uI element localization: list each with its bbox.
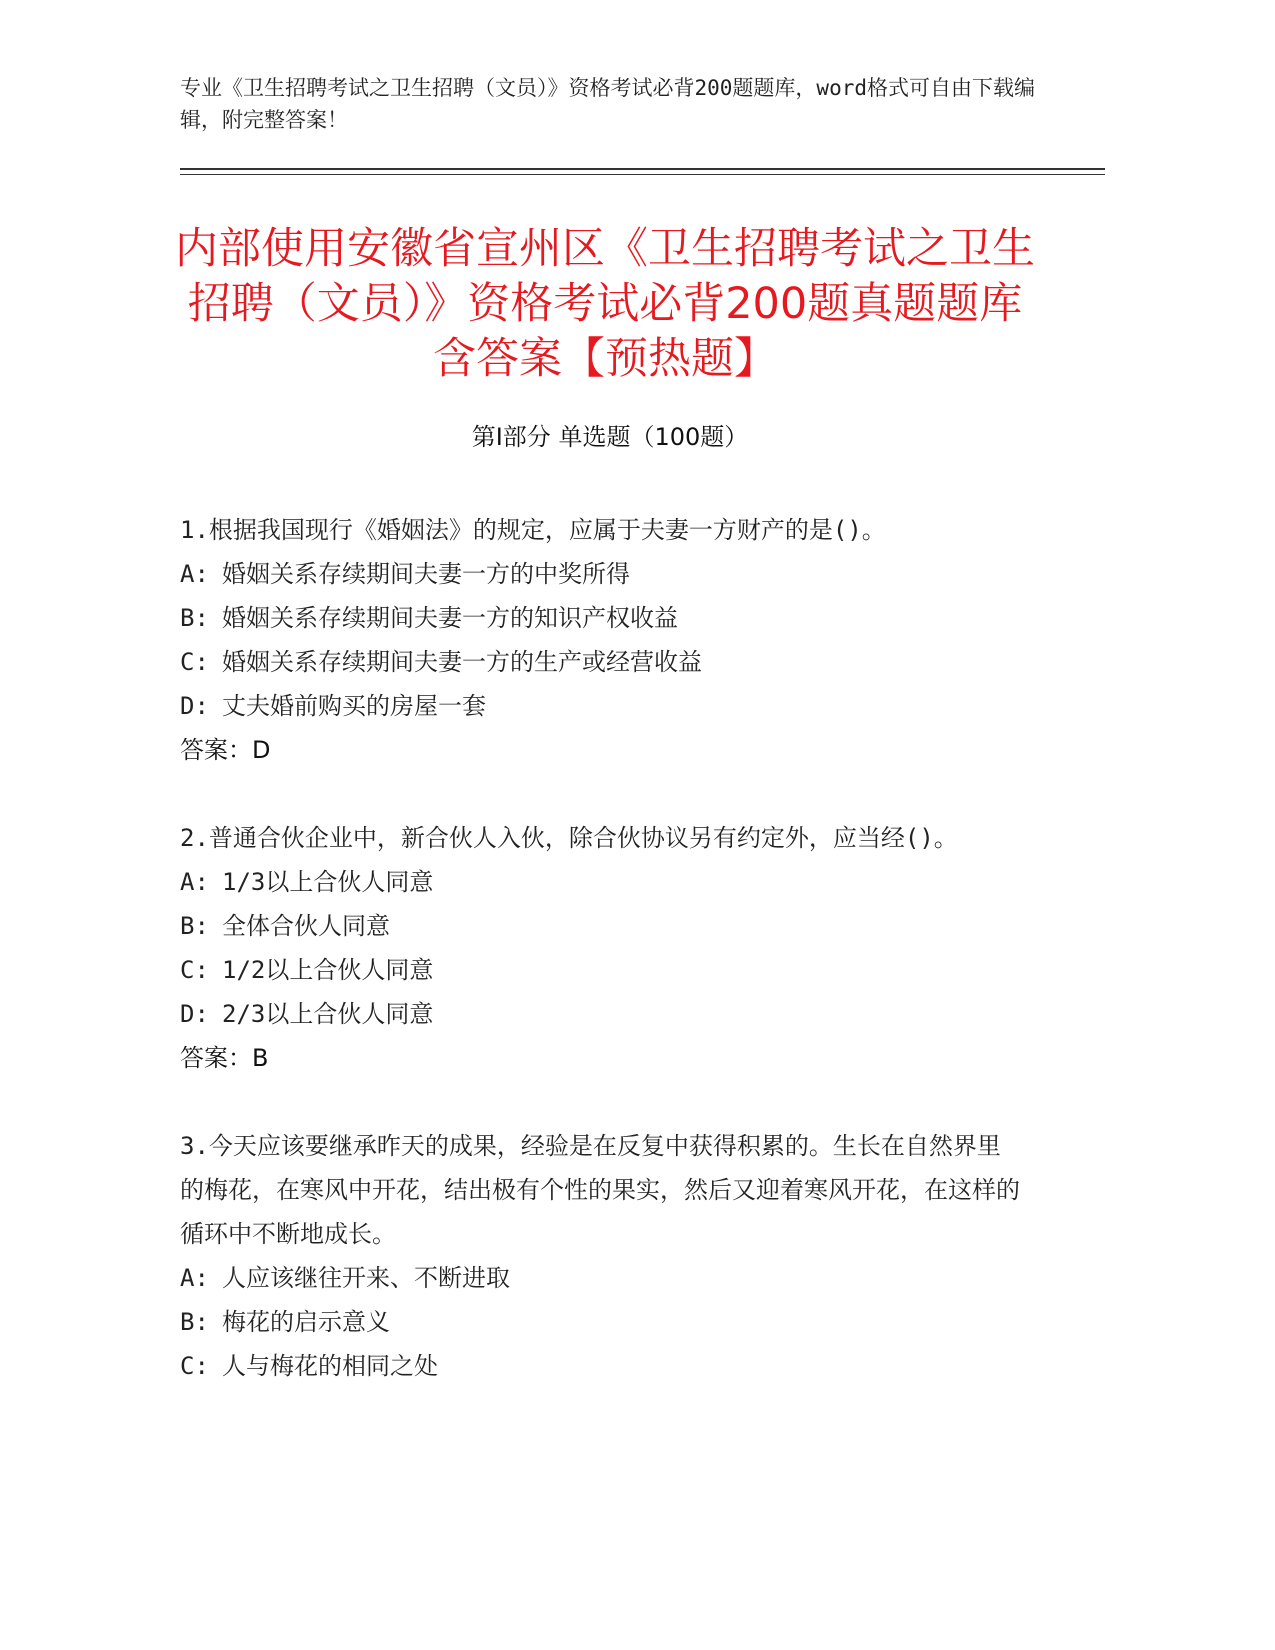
option-text: 2/3以上合伙人同意 [222,1000,434,1028]
option-b [180,1300,1020,1344]
option-c [180,948,1020,992]
option-key: D: [180,1000,209,1028]
option-text: 婚姻关系存续期间夫妻一方的中奖所得 [222,560,630,588]
option-key: B: [180,912,209,940]
question-stem: 2.普通合伙企业中，新合伙人入伙，除合伙协议另有约定外，应当经()。 [180,824,958,852]
question-1 [180,508,1020,772]
option-key: C: [180,956,209,984]
option-key: A: [180,868,209,896]
option-c [180,640,1020,684]
option-key: C: [180,1352,209,1380]
option-a [180,860,1020,904]
question-stem: 1.根据我国现行《婚姻法》的规定，应属于夫妻一方财产的是()。 [180,516,886,544]
option-a [180,1256,1020,1300]
option-text: 全体合伙人同意 [222,912,390,940]
option-key: C: [180,648,209,676]
option-text: 1/3以上合伙人同意 [222,868,434,896]
option-b [180,596,1020,640]
document-title: 内部使用安徽省宣州区《卫生招聘考试之卫生招聘（文员）》资格考试必背200题真题题库含答案【预热题】 [175,224,1035,384]
option-text: 梅花的启示意义 [222,1308,390,1336]
answer-line: 答案：B [180,1044,269,1072]
header-note: 专业《卫生招聘考试之卫生招聘（文员）》资格考试必背200题题库，word格式可自由下载编辑，附完整答案！ [180,76,1035,132]
question-list [180,508,1020,1432]
option-key: B: [180,604,209,632]
header-divider-thin [180,174,1105,175]
option-text: 1/2以上合伙人同意 [222,956,434,984]
question-3 [180,1124,1020,1388]
option-key: A: [180,560,209,588]
option-key: B: [180,1308,209,1336]
option-d [180,992,1020,1036]
option-key: D: [180,692,209,720]
option-text: 丈夫婚前购买的房屋一套 [222,692,486,720]
question-2 [180,816,1020,1080]
option-c [180,1344,1020,1388]
option-d [180,684,1020,728]
option-text: 婚姻关系存续期间夫妻一方的知识产权收益 [222,604,678,632]
section-heading: 第Ⅰ部分 单选题（100题） [471,423,749,451]
option-a [180,552,1020,596]
option-key: A: [180,1264,209,1292]
option-text: 人应该继往开来、不断进取 [222,1264,510,1292]
option-text: 人与梅花的相同之处 [222,1352,438,1380]
option-b [180,904,1020,948]
question-stem: 3.今天应该要继承昨天的成果，经验是在反复中获得积累的。生长在自然界里的梅花，在寒风中开花，结出极有个性的果实，然后又迎着寒风开花，在这样的循环中不断地成长。 [180,1132,1020,1248]
option-text: 婚姻关系存续期间夫妻一方的生产或经营收益 [222,648,702,676]
header-divider-thick [180,168,1105,170]
answer-line: 答案：D [180,736,271,764]
